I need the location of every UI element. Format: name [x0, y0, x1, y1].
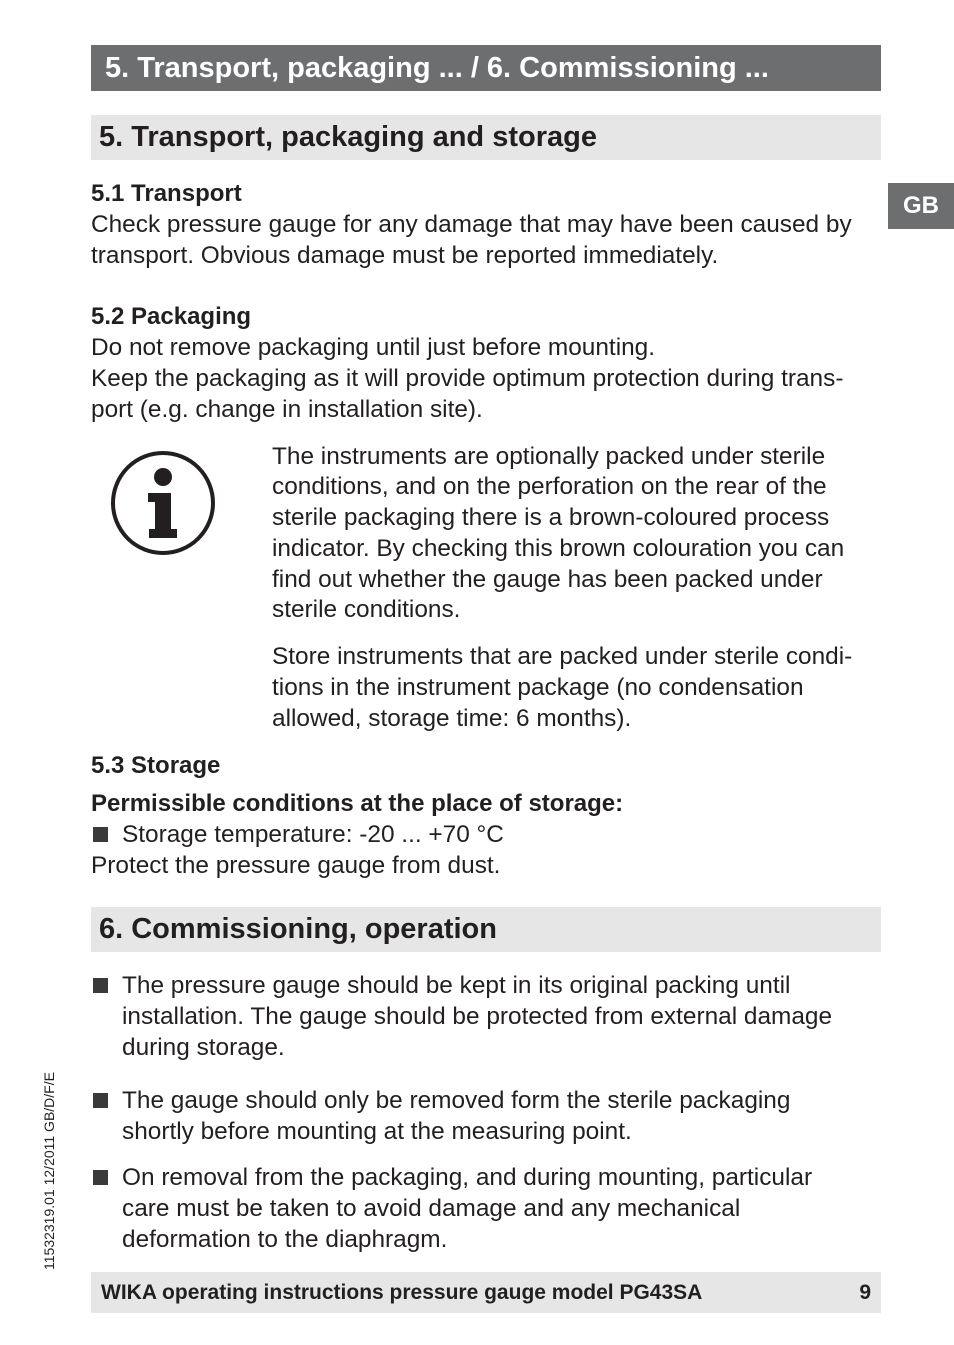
commissioning-bullet-1-line-3: during storage.	[122, 1034, 285, 1061]
info-para1-line-6: sterile conditions.	[272, 596, 461, 623]
info-para2-line-2: tions in the instrument package (no condensation	[272, 674, 804, 701]
commissioning-bullet-3-line-1: On removal from the packaging, and during mounting, particular	[122, 1164, 813, 1191]
storage-heading: 5.3 Storage	[91, 752, 221, 779]
footer-title: WIKA operating instructions pressure gauge model PG43SA	[101, 1281, 703, 1304]
info-para2-line-1: Store instruments that are packed under sterile condi-	[272, 643, 853, 670]
page-number: 9	[859, 1281, 871, 1304]
transport-heading: 5.1 Transport	[91, 180, 242, 207]
bullet-square-icon	[93, 978, 108, 993]
page-footer	[91, 1272, 881, 1313]
transport-line-2: transport. Obvious damage must be reported immediately.	[91, 242, 719, 269]
packaging-line-1: Do not remove packaging until just before mounting.	[91, 334, 656, 361]
bullet-square-icon	[93, 1170, 108, 1185]
section-5-title: 5. Transport, packaging and storage	[91, 115, 881, 160]
info-para1-line-2: conditions, and on the perforation on the rear of the	[272, 473, 827, 500]
commissioning-bullet-1-line-1: The pressure gauge should be kept in its original packing until	[122, 972, 791, 999]
commissioning-bullet-2-line-1: The gauge should only be removed form the sterile packaging	[122, 1087, 791, 1114]
commissioning-bullet-3-line-3: deformation to the diaphragm.	[122, 1226, 448, 1253]
info-para1-line-3: sterile packaging there is a brown-coloured process	[272, 504, 830, 531]
bullet-square-icon	[93, 827, 108, 842]
commissioning-bullet-2-line-2: shortly before mounting at the measuring point.	[122, 1118, 632, 1145]
packaging-line-3: port (e.g. change in installation site).	[91, 396, 483, 423]
info-para1-line-5: find out whether the gauge has been packed under	[272, 566, 823, 593]
packaging-line-2: Keep the packaging as it will provide optimum protection during trans-	[91, 365, 844, 392]
info-para1-line-1: The instruments are optionally packed under sterile	[272, 443, 826, 470]
document-code-text: 11532319.01 12/2011 GB/D/F/E	[41, 1072, 57, 1270]
info-para2-line-3: allowed, storage time: 6 months).	[272, 705, 632, 732]
section-6-title: 6. Commissioning, operation	[91, 907, 881, 952]
commissioning-bullet-1-line-2: installation. The gauge should be protected from external damage	[122, 1003, 833, 1030]
info-para1-line-4: indicator. By checking this brown colouration you can	[272, 535, 845, 562]
bullet-square-icon	[93, 1093, 108, 1108]
transport-line-1: Check pressure gauge for any damage that may have been caused by	[91, 211, 852, 238]
packaging-heading: 5.2 Packaging	[91, 303, 252, 330]
storage-conditions-heading: Permissible conditions at the place of storage:	[91, 790, 624, 817]
language-tab: GB	[888, 183, 954, 229]
storage-temperature: Storage temperature: -20 ... +70 °C	[122, 821, 504, 848]
commissioning-bullet-3-line-2: care must be taken to avoid damage and any mechanical	[122, 1195, 741, 1222]
info-icon	[110, 449, 218, 557]
page-header: 5. Transport, packaging ... / 6. Commissioning ...	[91, 45, 881, 91]
storage-note: Protect the pressure gauge from dust.	[91, 852, 501, 879]
